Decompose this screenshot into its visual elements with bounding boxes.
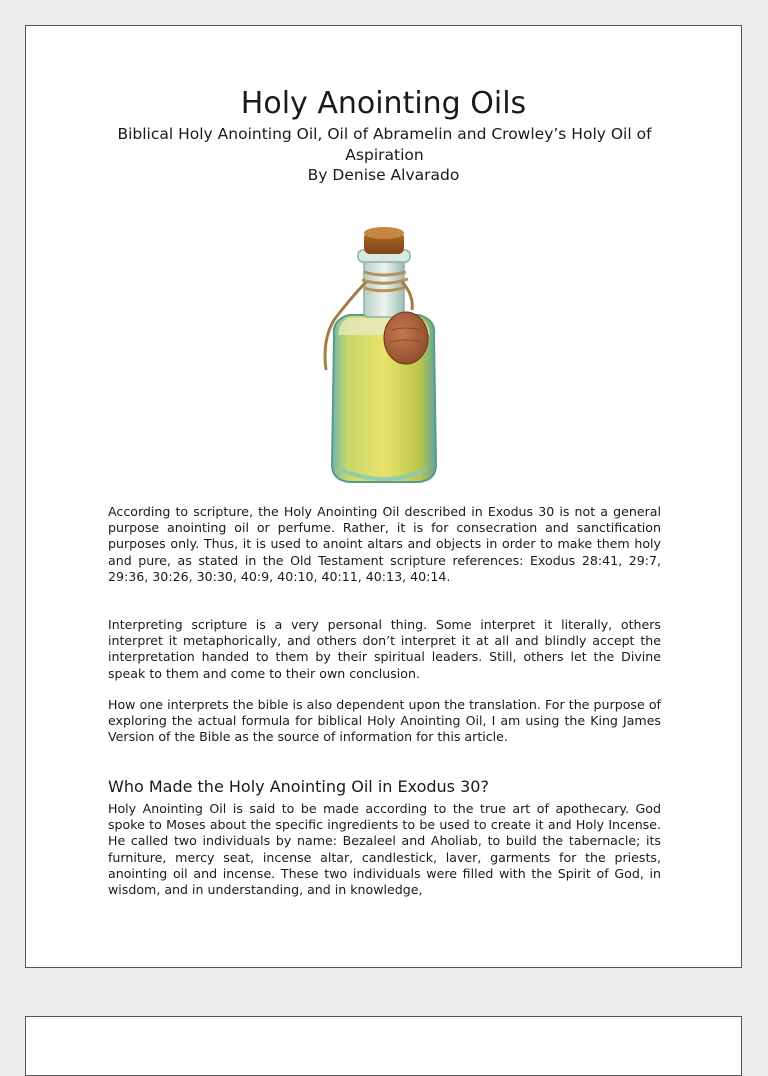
- document-page: [25, 25, 742, 968]
- oil-bottle-image: [294, 210, 474, 485]
- document-byline: By Denise Alvarado: [307, 166, 460, 184]
- paragraph-1: According to scripture, the Holy Anointing Oil described in Exodus 30 is not a general purpose anointing oil or perfume. Rather, it is for consecration and sanctification purposes only. Thus, it is used to anoint altars and objects in order to make them holy and pure, as stated in the Old Testament scripture references: Exodus 28:41, 29:7, 29:36, 30:26, 30:30, 40:9, 40:10, 40:11, 40:13, 40:14.: [108, 504, 661, 584]
- document-title: Holy Anointing Oils: [240, 86, 527, 121]
- next-page: [25, 1016, 742, 1076]
- paragraph-3: How one interprets the bible is also dependent upon the translation. For the purpose of exploring the actual formula for biblical Holy Anointing Oil, I am using the King James Version of the Bible as the source of information for this article.: [108, 697, 661, 745]
- paragraph-2: Interpreting scripture is a very personal thing. Some interpret it literally, others interpret it metaphorically, and others don’t interpret it at all and blindly accept the interpretation handed to them by their spiritual leaders. Still, others let the Divine speak to them and come to their own conclusion.: [108, 617, 661, 681]
- document-subtitle: Biblical Holy Anointing Oil, Oil of Abramelin and Crowley’s Holy Oil of Aspiration: [117, 125, 652, 164]
- section-heading: Who Made the Holy Anointing Oil in Exodus 30?: [108, 777, 489, 796]
- section-paragraph: Holy Anointing Oil is said to be made according to the true art of apothecary. God spoke to Moses about the specific ingredients to be used to create it and Holy Incense. He called two individuals by name: Bezaleel and Aholiab, to build the tabernacle; its furniture, mercy seat, incense altar, candlestick, laver, garments for the priests, anointing oil and incense. These two individuals were filled with the Spirit of God, in wisdom, and in understanding, and in knowledge,: [108, 801, 661, 898]
